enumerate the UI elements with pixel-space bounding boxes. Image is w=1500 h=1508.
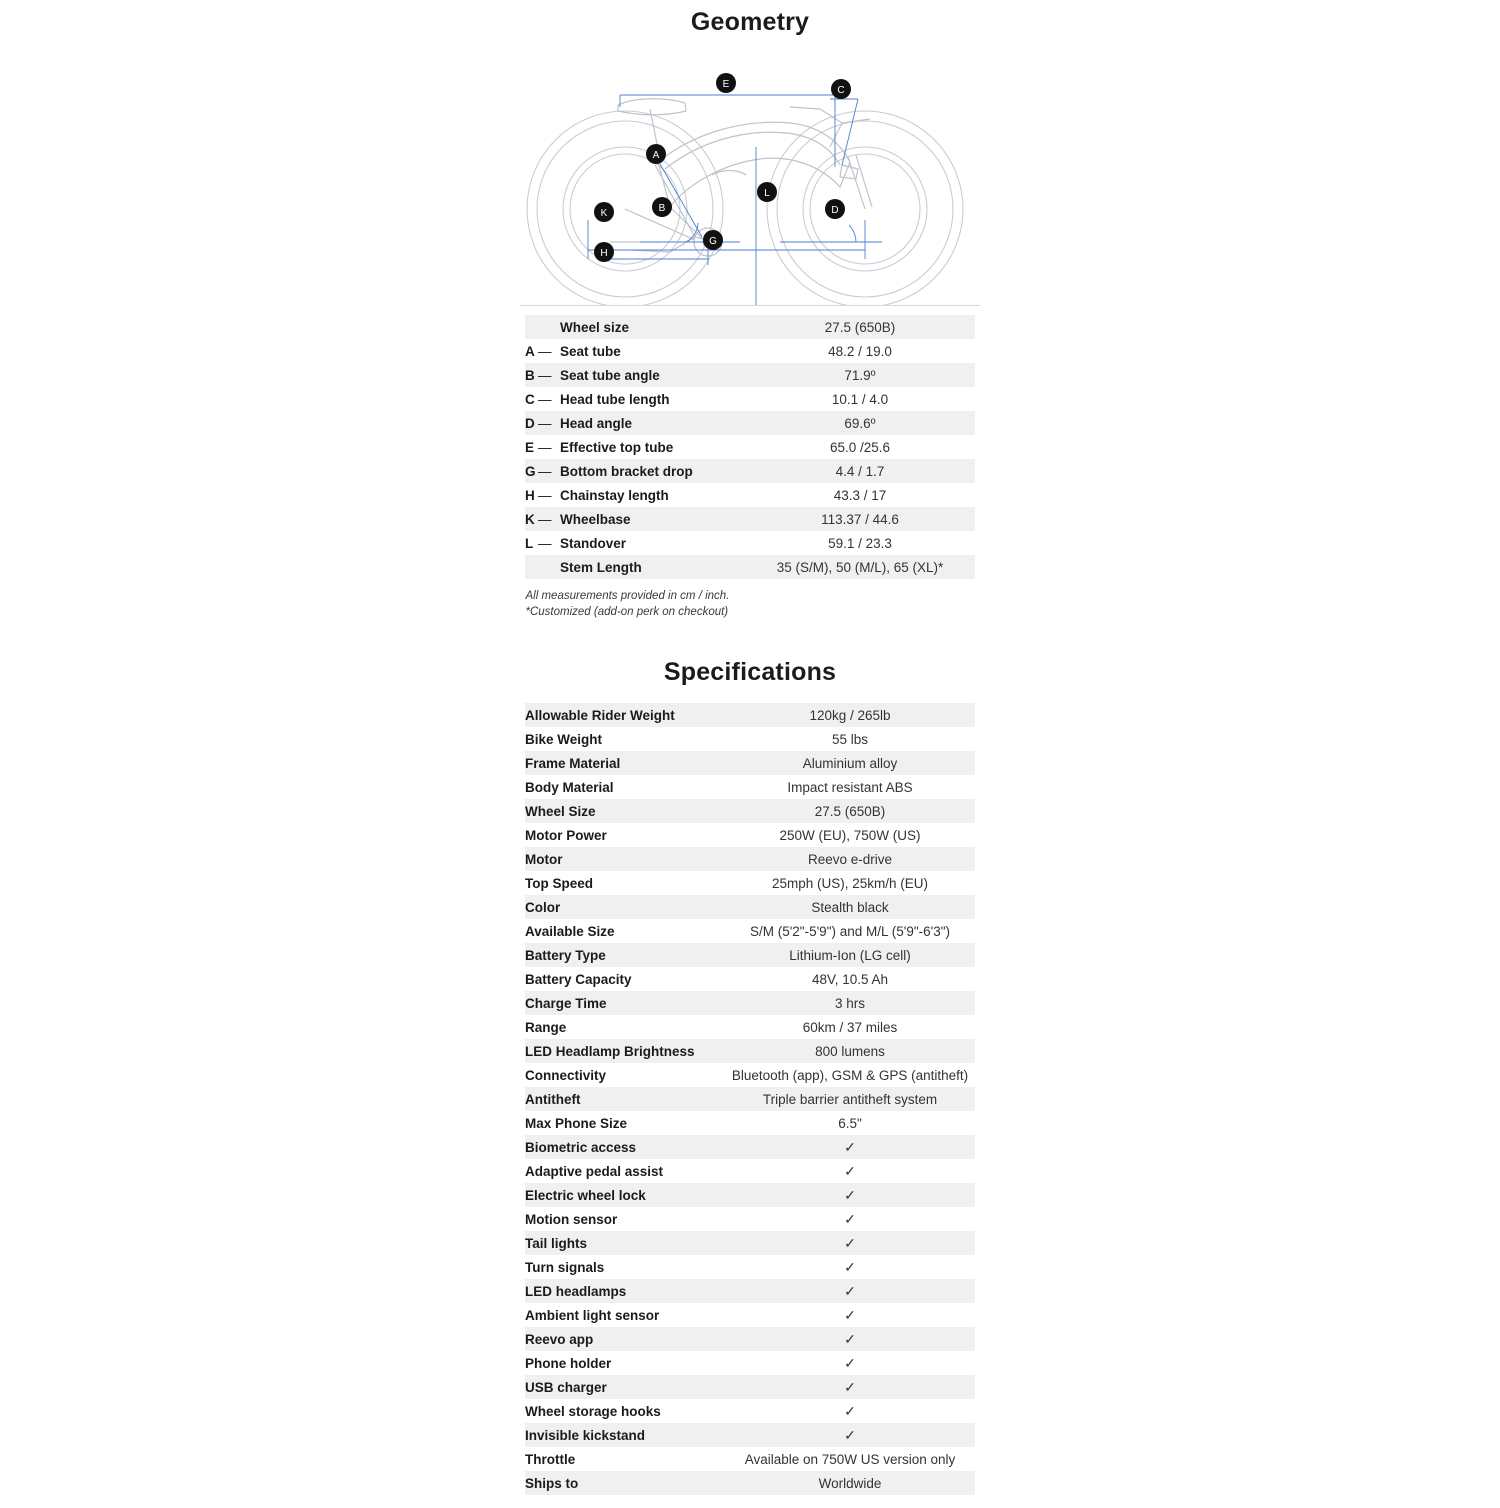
svg-text:C: C [837, 85, 845, 96]
row-label-text: Bottom bracket drop [560, 463, 693, 479]
row-value: 113.37 / 44.6 [821, 511, 899, 527]
diagram-label-bullets [594, 73, 851, 262]
row-label: Ships to [525, 1475, 579, 1491]
table-row [525, 727, 975, 751]
row-key-dash: — [538, 463, 552, 479]
table-row [525, 751, 975, 775]
row-label [525, 315, 745, 339]
table-row [525, 411, 975, 435]
row-label: Reevo app [525, 1331, 594, 1347]
table-row [525, 339, 975, 363]
row-label [525, 483, 745, 507]
table-row [525, 1423, 975, 1447]
row-label [525, 435, 745, 459]
table-row [525, 1303, 975, 1327]
svg-text:G: G [709, 236, 717, 247]
diagram-label-G [703, 230, 723, 250]
row-label: Max Phone Size [525, 1115, 628, 1131]
row-value: 60km / 37 miles [802, 1019, 898, 1035]
row-label: Turn signals [525, 1259, 605, 1275]
row-value: ✓ [844, 1330, 856, 1347]
row-label: Ambient light sensor [525, 1307, 660, 1323]
row-value: ✓ [844, 1138, 856, 1155]
row-label: Battery Type [525, 947, 606, 963]
row-label: Color [525, 899, 561, 915]
table-row [525, 919, 975, 943]
row-key-dash: — [538, 343, 552, 359]
row-label-text: Head angle [560, 415, 633, 431]
row-key-letter: B [525, 367, 535, 383]
row-value: Aluminium alloy [802, 755, 898, 771]
row-label: Range [525, 1019, 567, 1035]
row-label: Available Size [525, 923, 615, 939]
svg-text:K: K [600, 208, 608, 219]
row-value: 59.1 / 23.3 [828, 535, 892, 551]
table-row [525, 363, 975, 387]
table-row [525, 847, 975, 871]
row-label: Throttle [525, 1451, 576, 1467]
row-label-text: Effective top tube [560, 439, 674, 455]
row-label [525, 363, 745, 387]
table-row [525, 1279, 975, 1303]
row-label: Invisible kickstand [525, 1427, 646, 1443]
table-row [525, 1015, 975, 1039]
row-value: 4.4 / 1.7 [835, 463, 885, 479]
diagram-divider [520, 305, 980, 306]
bike-diagram-svg [490, 37, 1010, 305]
row-label: Allowable Rider Weight [525, 707, 675, 723]
diagram-label-L [757, 182, 777, 202]
row-key-dash: — [538, 487, 552, 503]
table-row [525, 1159, 975, 1183]
table-row [525, 703, 975, 727]
table-row [525, 1351, 975, 1375]
row-label: Electric wheel lock [525, 1187, 646, 1203]
page-title-specifications: Specifications [663, 658, 837, 687]
row-value: Lithium-Ion (LG cell) [789, 947, 911, 963]
row-label: Top Speed [525, 875, 594, 891]
row-value: 800 lumens [815, 1043, 885, 1059]
row-value: ✓ [844, 1258, 856, 1275]
table-row [525, 799, 975, 823]
row-label: Motor Power [525, 827, 607, 843]
row-value: 48.2 / 19.0 [828, 343, 892, 359]
diagram-label-D [825, 199, 845, 219]
row-key-letter: L [525, 535, 534, 551]
table-row [525, 1207, 975, 1231]
table-row [525, 1447, 975, 1471]
table-row [525, 1327, 975, 1351]
svg-text:L: L [764, 188, 770, 199]
row-value: ✓ [844, 1402, 856, 1419]
svg-text:B: B [658, 203, 666, 214]
row-label-text: Wheelbase [560, 511, 631, 527]
table-row [525, 895, 975, 919]
row-key-letter: C [525, 391, 535, 407]
row-value: 71.9º [844, 367, 876, 383]
row-key-letter: K [525, 511, 535, 527]
diagram-label-E [716, 73, 736, 93]
row-label [525, 339, 745, 363]
row-key-letter: H [525, 487, 535, 503]
row-key-dash: — [538, 391, 552, 407]
row-value: ✓ [844, 1306, 856, 1323]
row-value: Triple barrier antitheft system [762, 1091, 938, 1107]
row-label [525, 387, 745, 411]
table-row [525, 459, 975, 483]
row-value: 250W (EU), 750W (US) [779, 827, 921, 843]
page-title-geometry: Geometry [690, 8, 810, 36]
table-row [525, 435, 975, 459]
row-value: ✓ [844, 1186, 856, 1203]
bike-geometry-diagram [0, 37, 1500, 315]
row-value: Reevo e-drive [807, 851, 893, 867]
table-row [525, 991, 975, 1015]
row-key-dash: — [538, 535, 552, 551]
row-label: Adaptive pedal assist [525, 1163, 664, 1179]
row-value: 43.3 / 17 [833, 487, 887, 503]
geometry-notes [525, 589, 976, 620]
row-value: S/M (5'2"-5'9") and M/L (5'9"-6'3") [749, 923, 951, 939]
row-value: 6.5" [838, 1115, 862, 1131]
row-label: Biometric access [525, 1139, 637, 1155]
row-value: 25mph (US), 25km/h (EU) [771, 875, 929, 891]
row-value: 55 lbs [831, 731, 869, 747]
row-key-letter: G [525, 463, 536, 479]
row-label: Battery Capacity [525, 971, 632, 987]
row-label: Antitheft [525, 1091, 581, 1107]
row-label [525, 459, 745, 483]
row-label: Charge Time [525, 995, 607, 1011]
svg-text:H: H [600, 248, 608, 259]
svg-text:A: A [652, 150, 660, 161]
table-row [525, 943, 975, 967]
table-row [525, 1399, 975, 1423]
row-value: 27.5 (650B) [824, 319, 896, 335]
table-row [525, 967, 975, 991]
geometry-table [525, 315, 975, 579]
row-value: ✓ [844, 1210, 856, 1227]
table-row [525, 1135, 975, 1159]
svg-text:D: D [831, 205, 839, 216]
row-label: LED Headlamp Brightness [525, 1043, 695, 1059]
diagram-label-K [594, 202, 614, 222]
table-row [525, 823, 975, 847]
table-row [525, 531, 975, 555]
diagram-label-A [646, 144, 666, 164]
row-label [525, 555, 745, 579]
row-value: 48V, 10.5 Ah [811, 971, 889, 987]
row-label: Bike Weight [525, 731, 603, 747]
row-label: Body Material [525, 779, 614, 795]
table-row [525, 315, 975, 339]
row-label: Frame Material [525, 755, 621, 771]
row-key-dash: — [538, 367, 552, 383]
row-label-text: Standover [560, 535, 627, 551]
row-value: ✓ [844, 1426, 856, 1443]
row-label: LED headlamps [525, 1283, 627, 1299]
diagram-label-C [831, 79, 851, 99]
row-label: Wheel storage hooks [525, 1403, 661, 1419]
row-label-text: Seat tube [560, 343, 621, 359]
table-row [525, 1231, 975, 1255]
row-label: Motion sensor [525, 1211, 618, 1227]
table-row [525, 555, 975, 579]
row-value: 69.6º [844, 415, 876, 431]
row-label: Connectivity [525, 1067, 607, 1083]
table-row [525, 1087, 975, 1111]
specifications-table [525, 703, 975, 1495]
diagram-label-H [594, 242, 614, 262]
row-value: ✓ [844, 1378, 856, 1395]
geometry-note-measurements: All measurements provided in cm / inch. [525, 590, 730, 602]
row-key-dash: — [538, 439, 552, 455]
table-row [525, 1183, 975, 1207]
row-label [525, 411, 745, 435]
row-label-text: Wheel size [560, 319, 630, 335]
row-value: ✓ [844, 1162, 856, 1179]
geometry-note-customized: *Customized (add-on perk on checkout) [525, 605, 729, 618]
table-row [525, 507, 975, 531]
row-label: Wheel Size [525, 803, 596, 819]
row-label: Phone holder [525, 1355, 612, 1371]
table-row [525, 1375, 975, 1399]
row-label [525, 531, 745, 555]
row-value: Available on 750W US version only [744, 1451, 956, 1467]
svg-text:E: E [722, 79, 730, 90]
row-label [525, 507, 745, 531]
table-row [525, 1111, 975, 1135]
row-value: 3 hrs [834, 995, 865, 1011]
row-key-letter: D [525, 415, 535, 431]
row-value: ✓ [844, 1354, 856, 1371]
row-key-letter: E [525, 439, 535, 455]
table-row [525, 483, 975, 507]
table-row [525, 1471, 975, 1495]
row-value: 65.0 /25.6 [829, 439, 891, 455]
table-row [525, 1039, 975, 1063]
diagram-label-B [652, 197, 672, 217]
row-label-text: Head tube length [560, 391, 670, 407]
row-label-text: Stem Length [560, 559, 642, 575]
table-row [525, 871, 975, 895]
row-label-text: Chainstay length [560, 487, 669, 503]
row-label: Tail lights [525, 1235, 588, 1251]
row-key-letter: A [525, 343, 535, 359]
row-key-dash: — [538, 415, 552, 431]
row-value: Worldwide [818, 1475, 882, 1491]
table-row [525, 387, 975, 411]
row-value: Impact resistant ABS [787, 779, 913, 795]
row-label-text: Seat tube angle [560, 367, 660, 383]
table-row [525, 1063, 975, 1087]
row-value: 27.5 (650B) [814, 803, 886, 819]
row-value: 35 (S/M), 50 (M/L), 65 (XL)* [776, 559, 944, 575]
row-value: Bluetooth (app), GSM & GPS (antitheft) [731, 1067, 969, 1083]
table-row [525, 775, 975, 799]
row-label: USB charger [525, 1379, 607, 1395]
row-value: ✓ [844, 1234, 856, 1251]
row-value: 120kg / 265lb [809, 707, 891, 723]
row-label: Motor [525, 851, 563, 867]
row-value: 10.1 / 4.0 [831, 391, 889, 407]
row-key-dash: — [538, 511, 552, 527]
geometry-specs-page [0, 8, 1500, 1508]
row-value: Stealth black [811, 899, 889, 915]
table-row [525, 1255, 975, 1279]
row-value: ✓ [844, 1282, 856, 1299]
